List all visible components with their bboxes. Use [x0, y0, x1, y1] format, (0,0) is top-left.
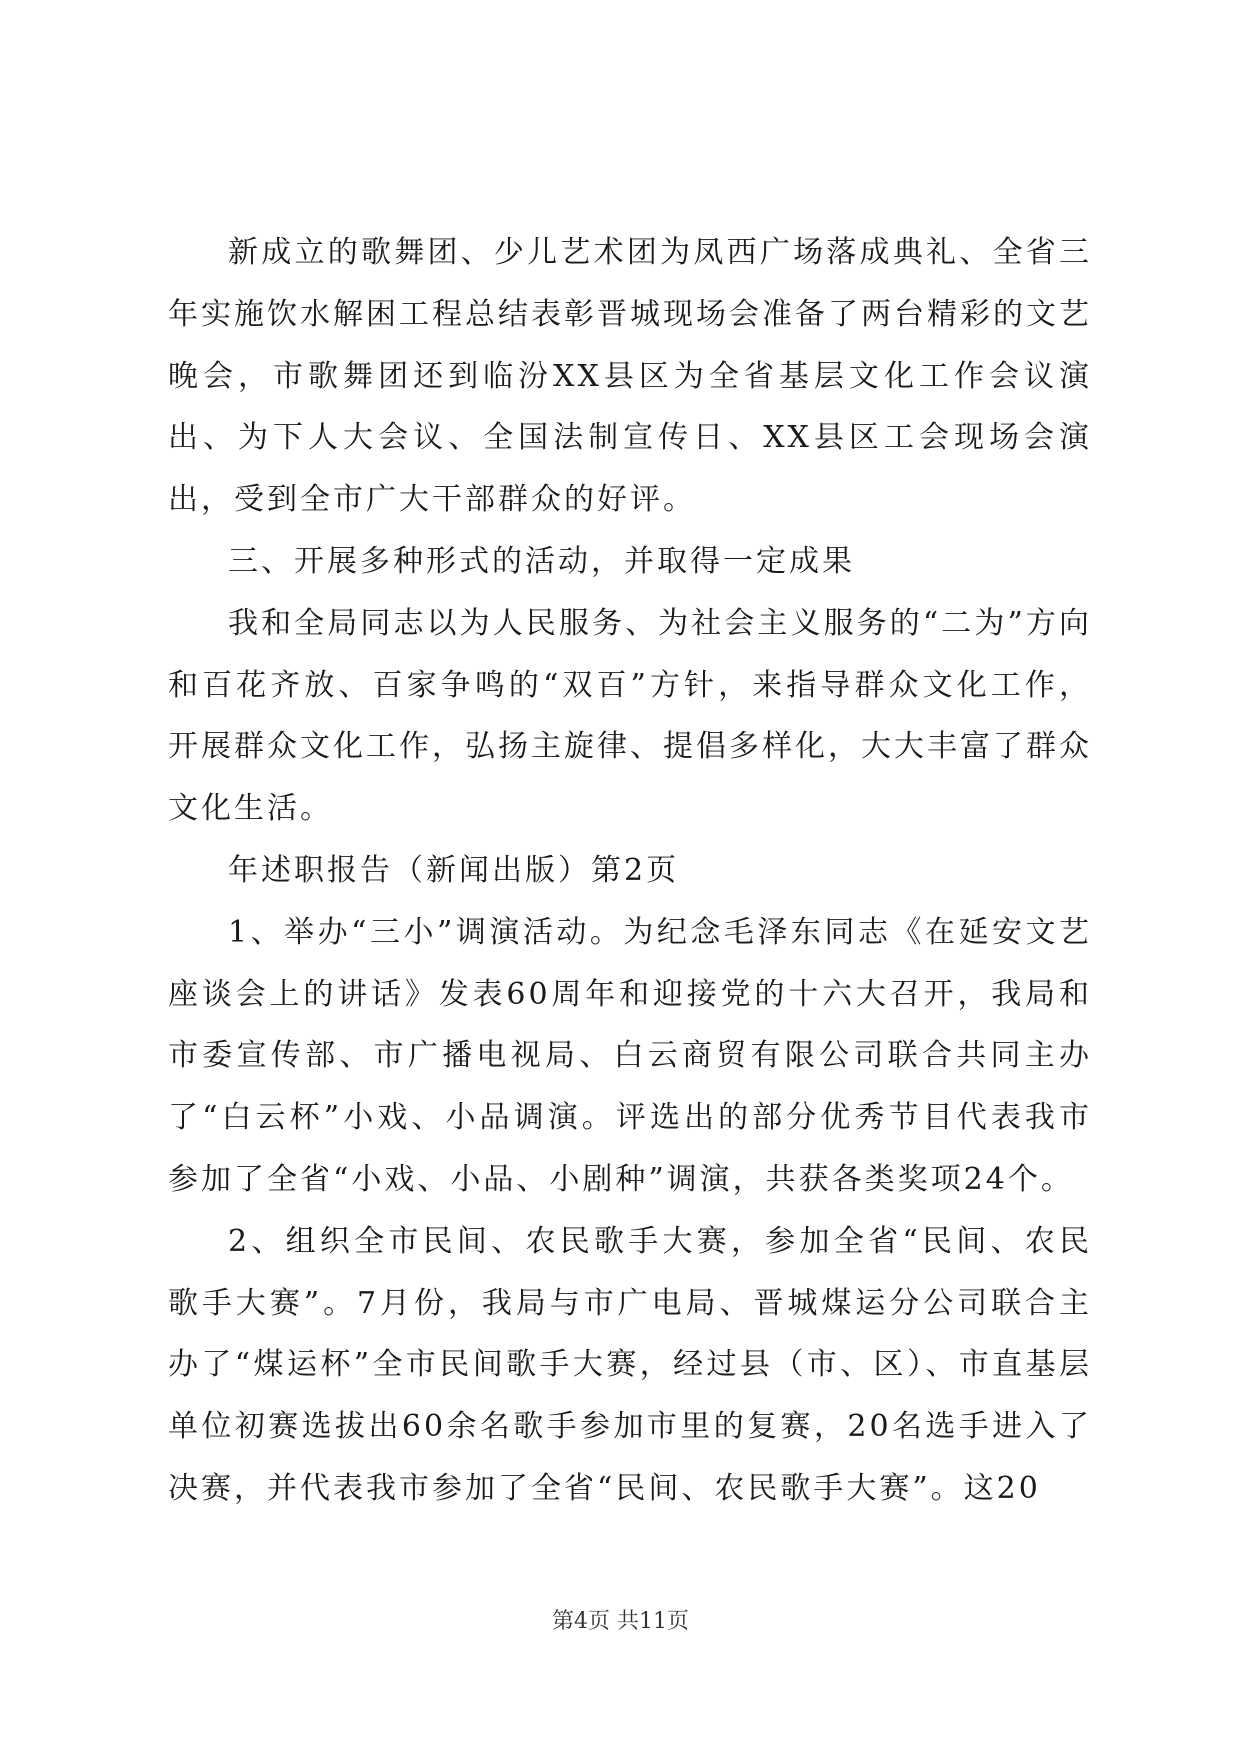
- document-body: [168, 222, 1092, 1520]
- paragraph-performances: 新成立的歌舞团、少儿艺术团为凤西广场落成典礼、全省三年实施饮水解困工程总结表彰晋城现场会准备了两台精彩的文艺晚会，市歌舞团还到临汾XX县区为全省基层文化工作会议演出、为下人大会议、全国法制宣传日、XX县区工会现场会演出，受到全市广大干部群众的好评。: [168, 235, 1092, 518]
- paragraph-item-1: 1、举办“三小”调演活动。为纪念毛泽东同志《在延安文艺座谈会上的讲话》发表60周年和迎接党的十六大召开，我局和市委宣传部、市广播电视局、白云商贸有限公司联合共同主办了“白云杯”小戏、小品调演。评选出的部分优秀节目代表我市参加了全省“小戏、小品、小剧种”调演，共获各类奖项24个。: [168, 914, 1092, 1197]
- section-heading-activities: 三、开展多种形式的活动，并取得一定成果: [228, 543, 855, 579]
- paragraph-report-page-ref: 年述职报告（新闻出版）第2页: [228, 852, 680, 888]
- paragraph-mass-culture: 我和全局同志以为人民服务、为社会主义服务的“二为”方向和百花齐放、百家争鸣的“双百”方针，来指导群众文化工作，开展群众文化工作，弘扬主旋律、提倡多样化，大大丰富了群众文化生活。: [168, 605, 1092, 827]
- paragraph-item-2: 2、组织全市民间、农民歌手大赛，参加全省“民间、农民歌手大赛”。7月份，我局与市广电局、晋城煤运分公司联合主办了“煤运杯”全市民间歌手大赛，经过县（市、区）、市直基层单位初赛选拔出60余名歌手参加市里的复赛，20名选手进入了决赛，并代表我市参加了全省“民间、农民歌手大赛”。这20: [168, 1223, 1092, 1506]
- page-footer: 第4页 共11页: [552, 1609, 689, 1634]
